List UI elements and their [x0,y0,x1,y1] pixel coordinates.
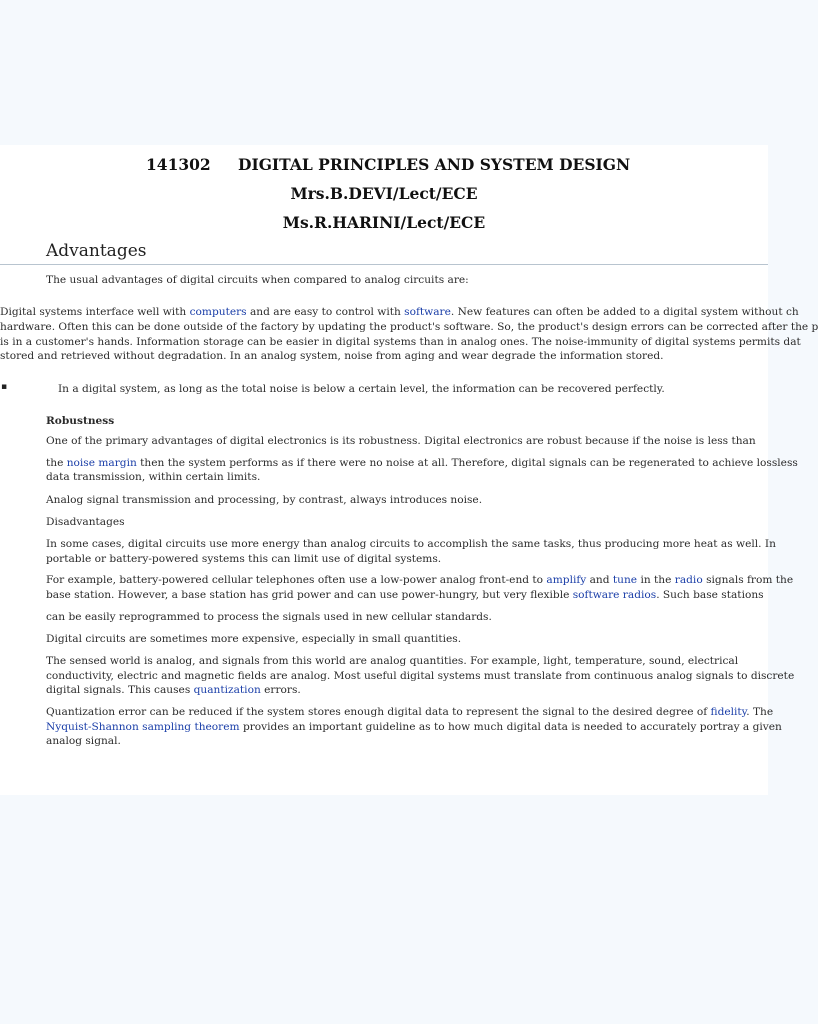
sensed-text-line-2: conductivity, electric and magnetic fields are analog. Most useful digital systems must translate from continuous analog signals to discrete [46,670,795,682]
paragraph-interface-line-1: Digital systems interface well with computers and are easy to control with software. New features can often be added to a digital system without ch [0,306,799,318]
link-nyquist-shannon[interactable]: Nyquist-Shannon sampling theorem [46,721,240,733]
link-noise-margin[interactable]: noise margin [66,457,137,469]
link-software-radios[interactable]: software radios [572,589,657,601]
sensed-text-line-3: digital signals. This causes quantization errors. [46,684,301,696]
link-radio[interactable]: radio [674,574,703,586]
course-code: 141302 [146,155,211,174]
energy-text-line-2: portable or battery-powered systems this can limit use of digital systems. [46,553,442,565]
energy-text-line-1: In some cases, digital circuits use more energy than analog circuits to accomplish the same tasks, thus producing more heat as well. In [46,538,776,550]
author-1: Mrs.B.DEVI/Lect/ECE [290,184,478,203]
link-fidelity[interactable]: fidelity [710,706,747,718]
author-2: Ms.R.HARINI/Lect/ECE [282,213,486,232]
robustness-heading: Robustness [46,415,115,427]
link-amplify[interactable]: amplify [546,574,587,586]
paragraph-interface-line-3: is in a customer's hands. Information storage can be easier in digital systems than in analog ones. The noise-immunity of digital systems permits dat [0,336,801,348]
sensed-text-line-1: The sensed world is analog, and signals from this world are analog quantities. For example, light, temperature, sound, electrical [46,655,739,667]
document-page [0,145,818,795]
section-heading-advantages: Advantages [46,241,147,261]
link-tune[interactable]: tune [612,574,638,586]
robustness-text-2-line-2: data transmission, within certain limits. [46,471,261,483]
robustness-text-2-line-1: the noise margin then the system performs as if there were no noise at all. Therefore, digital signals can be regenerated to achieve lossless [46,457,798,469]
robustness-text-1: One of the primary advantages of digital electronics is its robustness. Digital electronics are robust because if the noise is less than [46,435,756,447]
link-computers[interactable]: computers [189,306,247,318]
intro-text: The usual advantages of digital circuits when compared to analog circuits are: [46,274,469,286]
quantization-text-line-3: analog signal. [46,735,121,747]
analog-noise-text: Analog signal transmission and processing, by contrast, always introduces noise. [46,494,483,506]
example-text-line-1: For example, battery-powered cellular telephones often use a low-power analog front-end to amplify and tune in the radio signals from the [46,574,794,586]
bullet-marker: ▪ [1,382,8,392]
quantization-text-line-2: Nyquist-Shannon sampling theorem provides an important guideline as to how much digital data is needed to accurately portray a given [46,721,782,733]
disadvantages-label: Disadvantages [46,516,125,528]
link-software[interactable]: software [404,306,451,318]
bullet-text-noise: In a digital system, as long as the total noise is below a certain level, the information can be recovered perfectly. [58,383,665,395]
example-text-line-2: base station. However, a base station has grid power and can use power-hungry, but very flexible software radios. Such base stations [46,589,764,601]
paragraph-interface-line-4: stored and retrieved without degradation. In an analog system, noise from aging and wear degrade the information stored. [0,350,664,362]
heading-divider [0,264,768,265]
course-title: DIGITAL PRINCIPLES AND SYSTEM DESIGN [238,155,631,174]
quantization-text-line-1: Quantization error can be reduced if the system stores enough digital data to represent the signal to the desired degree of fidelity. The [46,706,774,718]
paragraph-interface-line-2: hardware. Often this can be done outside of the factory by updating the product's software. So, the product's design errors can be corrected after the p [0,321,818,333]
reprogram-text: can be easily reprogrammed to process the signals used in new cellular standards. [46,611,492,623]
expensive-text: Digital circuits are sometimes more expensive, especially in small quantities. [46,633,462,645]
link-quantization[interactable]: quantization [193,684,261,696]
